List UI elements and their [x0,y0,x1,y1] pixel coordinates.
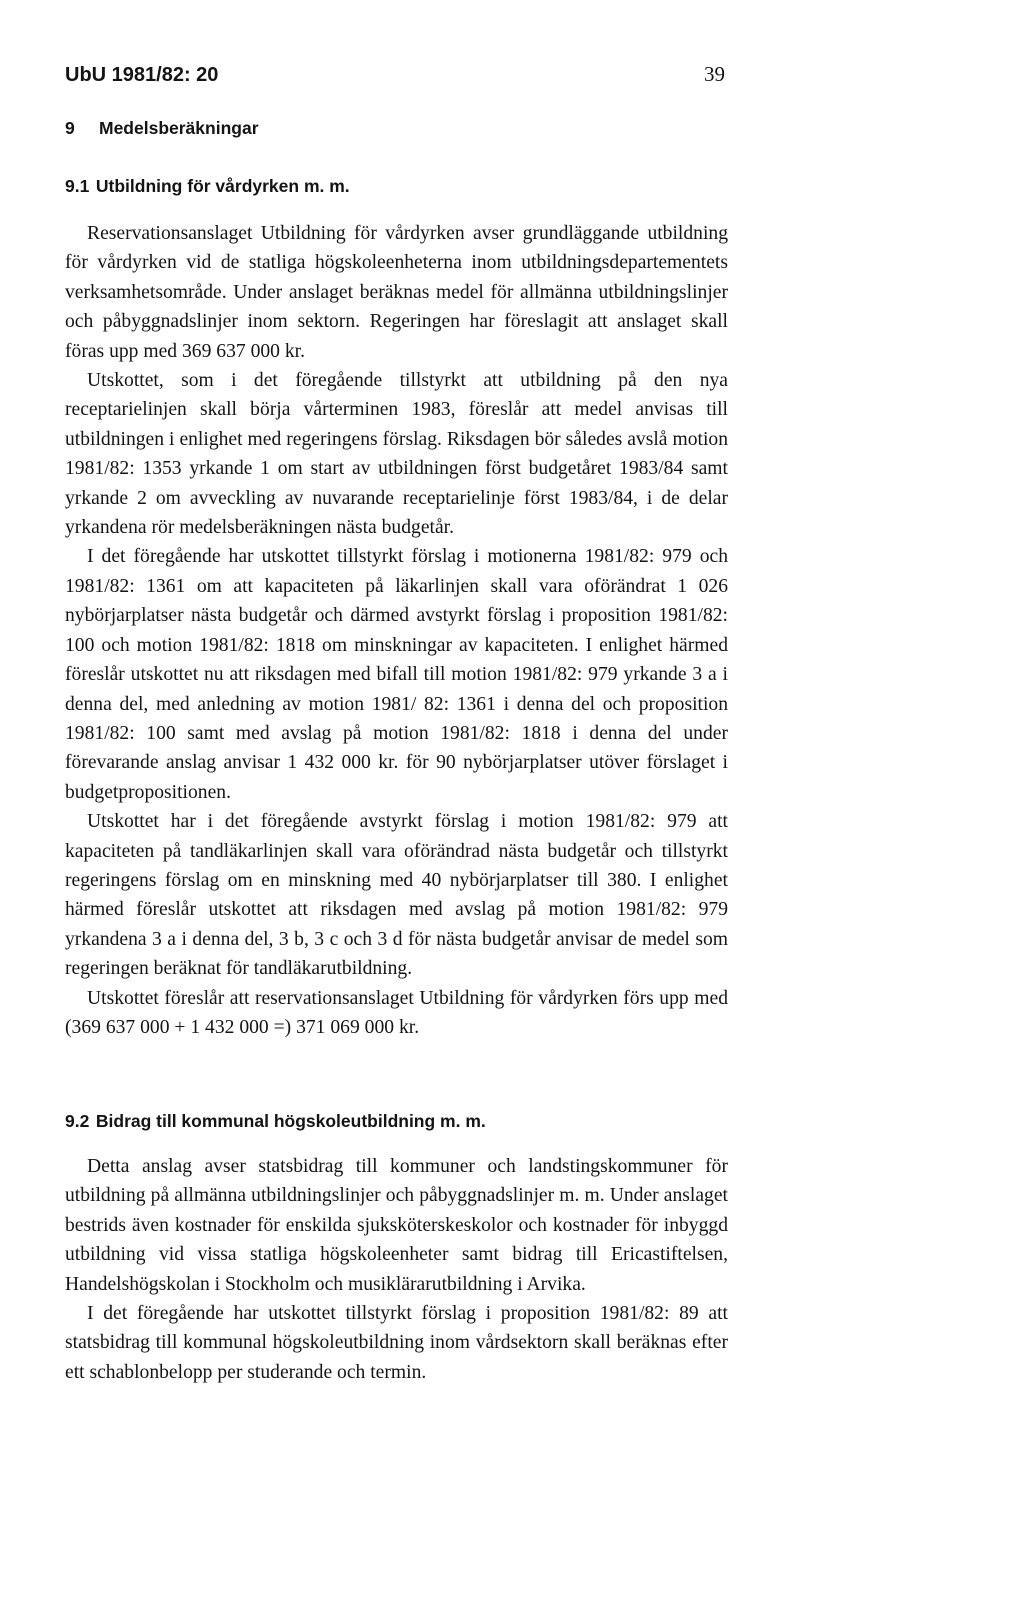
paragraph: Utskottet har i det föregående avstyrkt förslag i motion 1981/82: 979 att kapaciteten på tandläkarlinjen skall vara oförändrad nästa budgetår och tillstyrkt regeringens förslag om en minskning med 40 nybörjarplatser till 380. I enlighet härmed föreslår utskottet att riksdagen med avslag på motion 1981/82: 979 yrkandena 3 a i denna del, 3 b, 3 c och 3 d för nästa budgetår anvisar de medel som regeringen beräknat för tandläkarutbildning. [65,811,728,980]
section-9-heading [65,118,259,139]
paragraph: I det föregående har utskottet tillstyrkt förslag i motionerna 1981/82: 979 och 1981/82: 1361 om att kapaciteten på läkarlinjen skall vara oförändrat 1 026 nybörjarplatser nästa budgetår och därmed avstyrkt förslag i proposition 1981/82: 100 och motion 1981/82: 1818 om minskningar av kapaciteten. I enlighet härmed föreslår utskottet nu att riksdagen med bifall till motion 1981/82: 979 yrkande 3 a i denna del, med anledning av motion 1981/ 82: 1361 i denna del och proposition 1981/82: 100 samt med avslag på motion 1981/82: 1818 i denna del under förevarande anslag anvisar 1 432 000 kr. för 90 nybörjarplatser utöver förslaget i budgetpropositionen. [65,546,728,803]
section-9-1-heading [65,176,350,197]
running-header [65,62,725,87]
paragraph: I det föregående har utskottet tillstyrkt förslag i proposition 1981/82: 89 att statsbidrag till kommunal högskoleutbildning inom vårdsektorn skall beräknas efter ett schablonbelopp per studerande och termin. [65,1303,728,1383]
paragraph: Detta anslag avser statsbidrag till kommuner och landstingskommuner för utbildning på allmänna utbildningslinjer och påbyggnadslinjer m. m. Under anslaget bestrids även kostnader för enskilda sjuksköterskeskolor och kostnader för inbyggd utbildning vid vissa statliga högskoleenheter samt bidrag till Ericastiftelsen, Handelshögskolan i Stockholm och musiklärarutbildning i Arvika. [65,1156,728,1295]
section-9-2-heading [65,1111,486,1132]
paragraph: Utskottet, som i det föregående tillstyrkt att utbildning på den nya receptarielinjen skall börja vårterminen 1983, föreslår att medel anvisas till utbildningen i enlighet med regeringens förslag. Riksdagen bör således avslå motion 1981/82: 1353 yrkande 1 om start av utbildningen först budgetåret 1983/84 samt yrkande 2 om avveckling av nuvarande receptarielinje först 1983/84, i de delar yrkandena rör medelsberäkningen nästa budgetår. [65,370,728,539]
section-9-2-number: 9.2 [65,1111,90,1131]
paragraph: Reservationsanslaget Utbildning för vårdyrken avser grundläggande utbildning för vårdyrken vid de statliga högskoleenheterna inom utbildningsdepartementets verksamhetsområde. Under anslaget beräknas medel för allmänna utbildningslinjer och påbyggnadslinjer inom sektorn. Regeringen har föreslagit att anslaget skall föras upp med 369 637 000 kr. [65,223,728,362]
section-9-1-body [65,219,728,1042]
section-9-1-number: 9.1 [65,176,90,196]
page-number: 39 [704,62,725,86]
paragraph: Utskottet föreslår att reservationsanslaget Utbildning för vårdyrken förs upp med (369 637 000 + 1 432 000 =) 371 069 000 kr. [65,987,728,1038]
section-9-number: 9 [65,118,75,138]
section-9-title: Medelsberäkningar [99,118,259,138]
document-id: UbU 1981/82: 20 [65,64,219,86]
section-9-2-body [65,1152,728,1387]
section-9-1-title: Utbildning för vårdyrken m. m. [95,176,350,196]
section-9-2-title: Bidrag till kommunal högskoleutbildning m. m. [95,1111,486,1131]
